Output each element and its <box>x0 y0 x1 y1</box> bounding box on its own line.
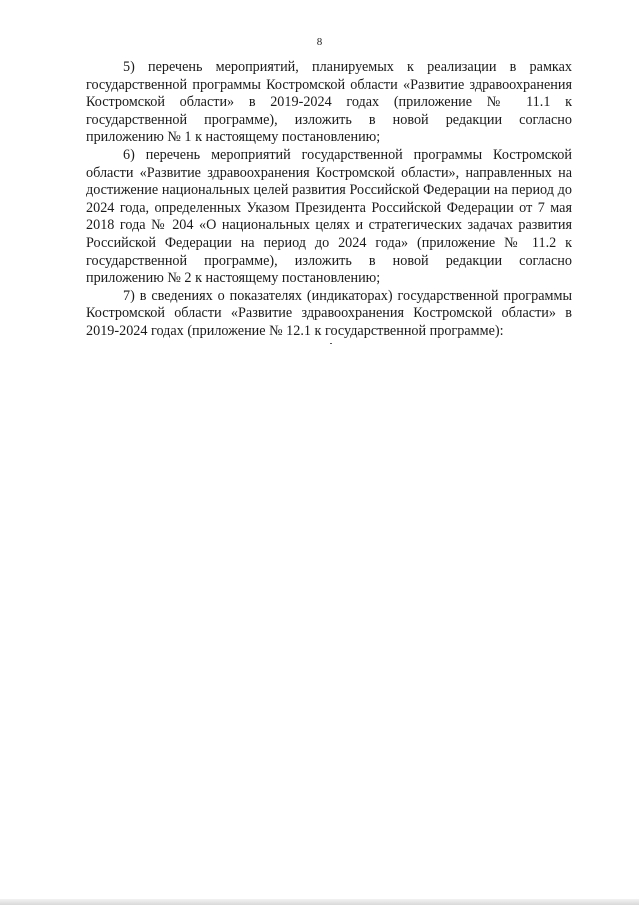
page-number: 8 <box>316 36 323 48</box>
scan-speck <box>330 343 332 344</box>
document-body <box>86 59 572 341</box>
paragraph-item-5: 5) перечень мероприятий, планируемых к реализации в рамках государственной программы Костромской области «Развитие здравоохранения Костромской области» в 2019-2024 годах (приложение № 11.1 к государственной программе), изложить в новой редакции согласно приложению № 1 к настоящему постановлению; <box>86 59 572 146</box>
paragraph-item-6: 6) перечень мероприятий государственной программы Костромской области «Развитие здравоохранения Костромской области», направленных на достижение национальных целей развития Российской Федерации на период до 2024 года, определенных Указом Президента Российской Федерации от 7 мая 2018 года № 204 «О национальных целях и стратегических задачах развития Российской Федерации на период до 2024 года» (приложение № 11.2 к государственной программе), изложить в новой редакции согласно приложению № 2 к настоящему постановлению; <box>86 146 572 287</box>
scan-bottom-edge <box>0 899 639 905</box>
paragraph-item-7: 7) в сведениях о показателях (индикаторах) государственной программы Костромской области «Развитие здравоохранения Костромской области» в 2019-2024 годах (приложение № 12.1 к государственной программе): <box>86 287 572 339</box>
